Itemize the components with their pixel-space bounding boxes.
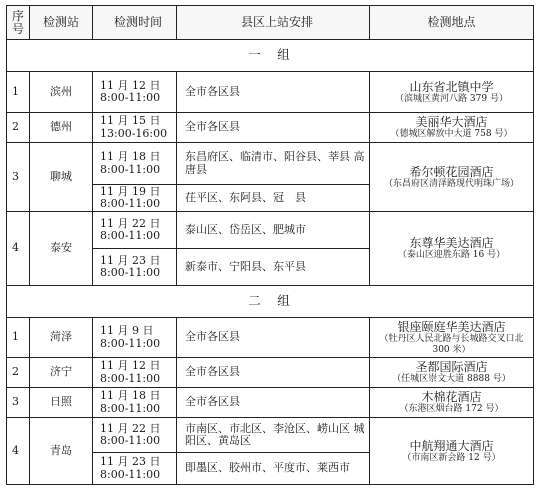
table-row [7, 143, 534, 185]
header-time: 检测时间 [93, 6, 177, 40]
arrangement-cell: 泰山区、岱岳区、肥城市 [177, 212, 370, 249]
time-hours: 8:00-11:00 [100, 434, 161, 447]
header-row [7, 6, 534, 40]
location-cell [370, 72, 534, 113]
station-cell: 泰安 [30, 212, 93, 286]
arrangement-cell: 市南区、市北区、李沧区、崂山区 城阳区、黄岛区 [177, 418, 370, 453]
group-row [7, 286, 534, 318]
time-date: 11 月 12 日 [100, 78, 161, 92]
arrangement-cell: 全市各区县 [177, 113, 370, 143]
table-row [7, 418, 534, 453]
arrangement-cell: 全市各区县 [177, 72, 370, 113]
location-name: 木棉花酒店 [421, 390, 482, 404]
time-cell [93, 185, 177, 212]
table-row [7, 318, 534, 358]
schedule-body [7, 40, 534, 485]
time-date: 11 月 12 日 [100, 359, 161, 372]
time-date: 11 月 18 日 [100, 389, 161, 402]
time-date: 11 月 22 日 [100, 216, 161, 230]
time-hours: 8:00-11:00 [100, 197, 161, 210]
time-date: 11 月 22 日 [100, 421, 161, 435]
time-cell [93, 453, 177, 485]
seq-cell: 1 [7, 72, 30, 113]
location-address: （市南区新会路 12 号） [402, 452, 501, 463]
header-location: 检测地点 [370, 6, 534, 40]
arrangement-cell: 新泰市、宁阳县、东平县 [177, 249, 370, 286]
time-hours: 8:00-11:00 [100, 266, 161, 279]
time-hours: 8:00-11:00 [100, 229, 161, 242]
location-name: 中航翔通大酒店 [409, 438, 494, 453]
seq-cell: 1 [7, 318, 30, 358]
station-cell: 济宁 [30, 358, 93, 388]
seq-cell: 2 [7, 358, 30, 388]
location-address: （牡丹区人民北路与长城路交叉口北 300 米） [379, 333, 524, 355]
table-row [7, 212, 534, 249]
time-hours: 8:00-11:00 [100, 467, 161, 481]
time-cell [93, 249, 177, 286]
time-cell [93, 72, 177, 113]
header-station: 检测站 [30, 6, 93, 40]
location-name: 美丽华大酒店 [415, 115, 488, 129]
seq-cell: 3 [7, 388, 30, 418]
location-address: （任城区崇文大道 8888 号） [392, 374, 511, 384]
seq-cell: 2 [7, 113, 30, 143]
time-date: 11 月 23 日 [100, 253, 161, 267]
location-cell [370, 212, 534, 286]
time-cell [93, 143, 177, 185]
location-address: （东港区烟台路 172 号） [399, 404, 504, 414]
location-cell [370, 318, 534, 358]
location-name: 银座颐庭华美达酒店 [397, 319, 506, 334]
location-address: （德城区解放中大道 758 号） [390, 129, 513, 139]
time-date: 11 月 15 日 [100, 114, 161, 127]
location-cell [370, 143, 534, 212]
schedule-table [6, 5, 534, 485]
station-cell: 菏泽 [30, 318, 93, 358]
location-name: 东尊华美达酒店 [409, 236, 494, 250]
table-row [7, 358, 534, 388]
arrangement-cell: 全市各区县 [177, 318, 370, 358]
group-row [7, 40, 534, 72]
seq-cell: 4 [7, 212, 30, 286]
table-row [7, 72, 534, 113]
time-cell [93, 113, 177, 143]
arrangement-cell: 全市各区县 [177, 358, 370, 388]
time-date: 11 月 18 日 [100, 150, 161, 163]
station-cell: 青岛 [30, 418, 93, 485]
station-cell: 德州 [30, 113, 93, 143]
station-cell: 滨州 [30, 72, 93, 113]
time-hours: 8:00-11:00 [100, 401, 161, 415]
arrangement-cell: 东昌府区、临清市、阳谷县、莘县 高唐县 [177, 143, 370, 185]
table-row [7, 388, 534, 418]
arrangement-cell: 全市各区县 [177, 388, 370, 418]
time-date: 11 月 9 日 [100, 324, 154, 337]
location-cell [370, 358, 534, 388]
time-date: 11 月 23 日 [100, 455, 161, 468]
arrangement-cell: 即墨区、胶州市、平度市、莱西市 [177, 453, 370, 485]
location-address: （泰山区迎胜东路 16 号） [397, 250, 506, 260]
header-seq: 序号 [7, 6, 30, 40]
station-cell: 聊城 [30, 143, 93, 212]
group-title: 一 组 [7, 40, 534, 72]
location-address: （东昌府区清泽路现代明珠广场） [383, 178, 519, 189]
time-cell [93, 318, 177, 358]
location-address: （滨城区黄河八路 379 号） [395, 93, 508, 104]
location-cell [370, 388, 534, 418]
location-cell [370, 113, 534, 143]
location-cell [370, 418, 534, 485]
time-cell [93, 212, 177, 249]
location-name: 圣都国际酒店 [415, 360, 488, 374]
time-date: 11 月 19 日 [100, 184, 161, 198]
time-hours: 13:00-16:00 [100, 126, 168, 140]
time-hours: 8:00-11:00 [100, 91, 161, 104]
time-hours: 8:00-11:00 [100, 371, 161, 385]
location-name: 山东省北镇中学 [409, 79, 494, 94]
seq-cell: 3 [7, 143, 30, 212]
location-name: 希尔顿花园酒店 [409, 164, 494, 179]
time-cell [93, 388, 177, 418]
station-cell: 日照 [30, 388, 93, 418]
table-row [7, 113, 534, 143]
time-hours: 8:00-11:00 [100, 336, 161, 350]
time-hours: 8:00-11:00 [100, 162, 161, 176]
arrangement-cell: 茌平区、东阿县、冠 县 [177, 185, 370, 212]
time-cell [93, 358, 177, 388]
time-cell [93, 418, 177, 453]
header-arrangement: 县区上站安排 [177, 6, 370, 40]
seq-cell: 4 [7, 418, 30, 485]
group-title: 二 组 [7, 286, 534, 318]
